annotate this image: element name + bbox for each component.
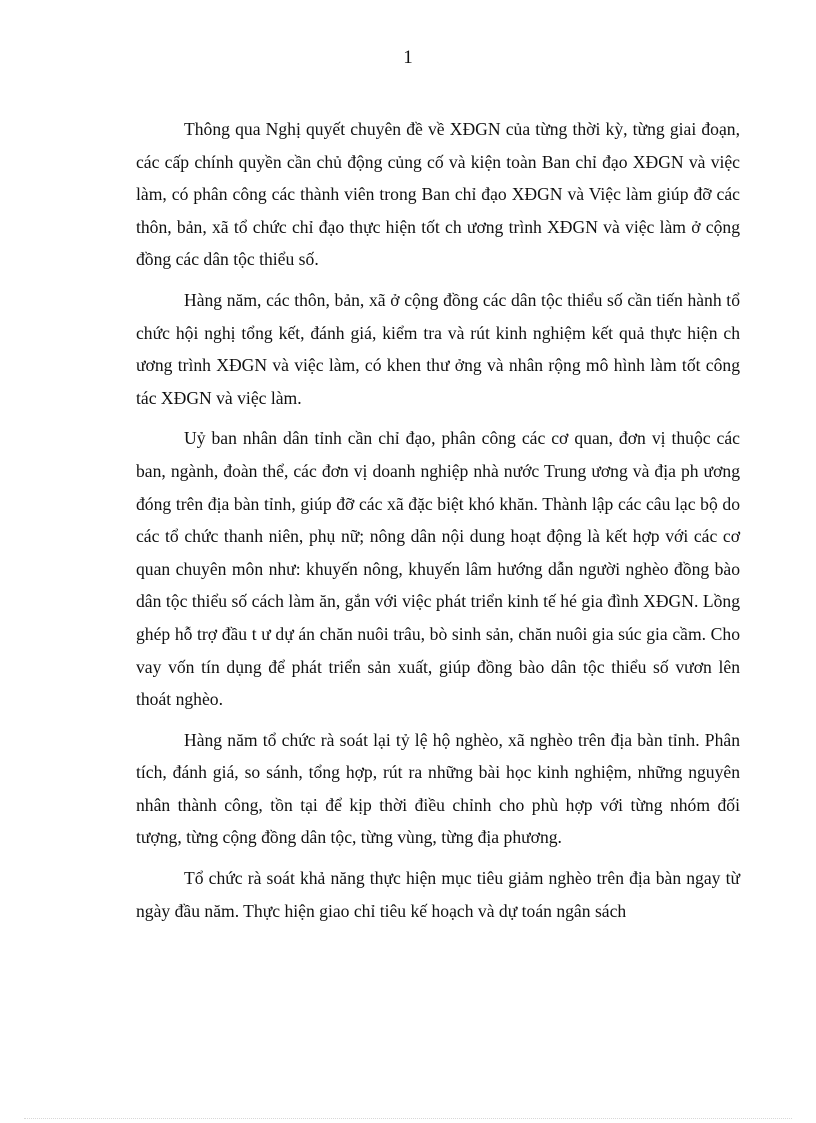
paragraph-5: Tổ chức rà soát khả năng thực hiện mục tiêu giảm nghèo trên địa bàn ngay từ ngày đầu năm. Thực hiện giao chỉ tiêu kế hoạch và dự toán ngân sách (136, 868, 740, 921)
paragraph-3: Uỷ ban nhân dân tỉnh cần chỉ đạo, phân công các cơ quan, đơn vị thuộc các ban, ngành, đoàn thể, các đơn vị doanh nghiệp nhà nước Trung ương và địa ph ương đóng trên địa bàn tỉnh, giúp đỡ các xã đặc biệt khó khăn. Thành lập các câu lạc bộ do các tổ chức thanh niên, phụ nữ; nông dân nội dung hoạt động là kết hợp với các cơ quan chuyên môn như: khuyến nông, khuyến lâm hướng dẫn người nghèo đồng bào dân tộc thiểu số cách làm ăn, gắn với việc phát triển kinh tế hé gia đình XĐGN. Lồng ghép hỗ trợ đầu t ư dự án chăn nuôi trâu, bò sinh sản, chăn nuôi gia súc gia cầm. Cho vay vốn tín dụng để phát triển sản xuất, giúp đồng bào dân tộc thiểu số vươn lên thoát nghèo. (136, 428, 740, 710)
page-number: 1 (403, 47, 413, 68)
body-text (136, 113, 740, 935)
paragraph-4: Hàng năm tổ chức rà soát lại tỷ lệ hộ nghèo, xã nghèo trên địa bàn tỉnh. Phân tích, đánh giá, so sánh, tổng hợp, rút ra những bài học kinh nghiệm, những nguyên nhân thành công, tồn tại để kịp thời điều chỉnh cho phù hợp với từng nhóm đối tượng, từng cộng đồng dân tộc, từng vùng, từng địa phương. (136, 729, 740, 848)
paragraph-1: Thông qua Nghị quyết chuyên đề về XĐGN của từng thời kỳ, từng giai đoạn, các cấp chính quyền cần chủ động củng cố và kiện toàn Ban chỉ đạo XĐGN và việc làm, có phân công các thành viên trong Ban chỉ đạo XĐGN và Việc làm giúp đỡ các thôn, bản, xã tổ chức chỉ đạo thực hiện tốt ch ương trình XĐGN và việc làm ở cộng đồng các dân tộc thiểu số. (136, 119, 740, 270)
paragraph-2: Hàng năm, các thôn, bản, xã ở cộng đồng các dân tộc thiểu số cần tiến hành tổ chức hội nghị tổng kết, đánh giá, kiểm tra và rút kinh nghiệm kết quả thực hiện ch ương trình XĐGN và việc làm, có khen thư ởng và nhân rộng mô hình làm tốt công tác XĐGN và việc làm. (136, 289, 740, 408)
page-bottom-divider (24, 1118, 792, 1119)
